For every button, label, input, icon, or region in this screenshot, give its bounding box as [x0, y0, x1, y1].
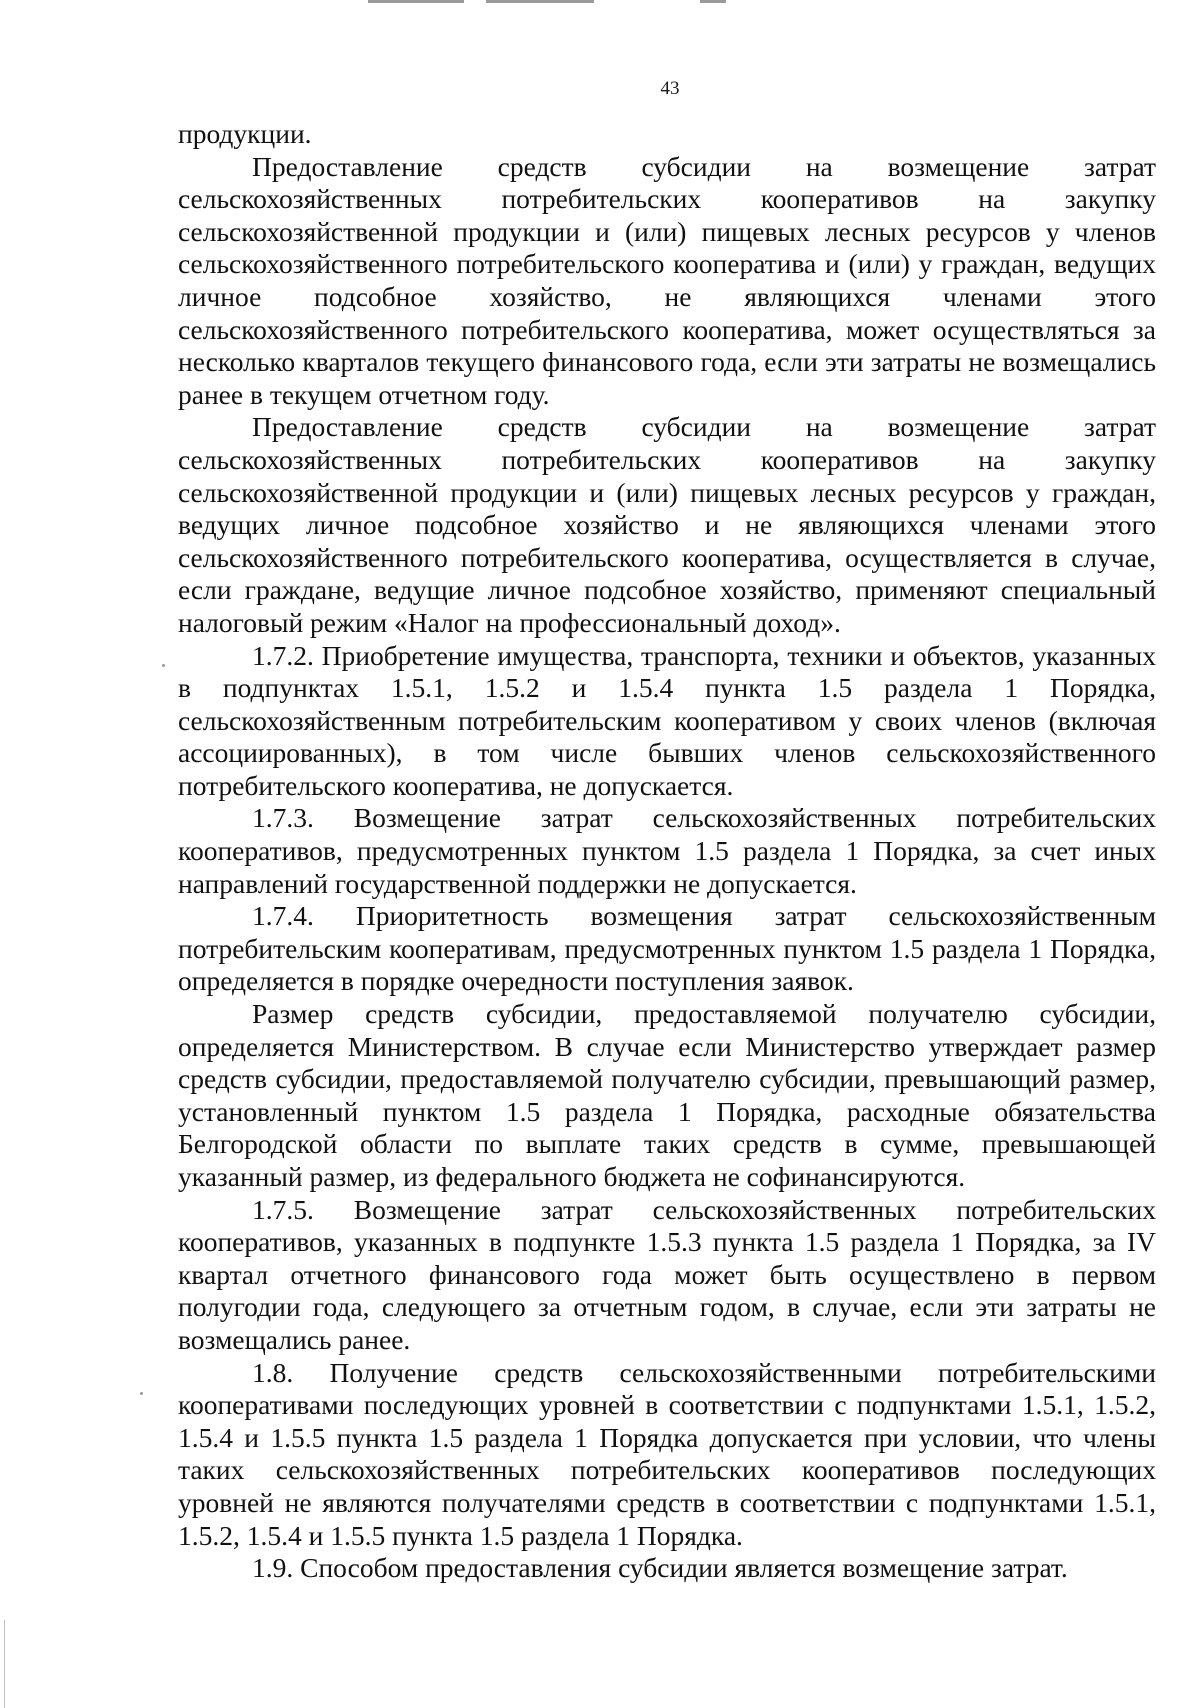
paragraph: Размер средств субсидии, предоставляемой получателю субсидии, определяется Министерством. В случае если Министерство утверждает размер средств субсидии, предоставляемой получателю субсидии, превышающий размер, установленный пунктом 1.5 раздела 1 Порядка, расходные обязательства Белгородской области по выплате таких средств в сумме, превышающей указанный размер, из федерального бюджета не софинансируются. [178, 998, 1156, 1192]
paragraph: 1.9. Способом предоставления субсидии является возмещение затрат. [252, 1552, 1068, 1584]
paragraph: Предоставление средств субсидии на возмещение затрат сельскохозяйственных потребительских кооперативов на закупку сельскохозяйственной продукции и (или) пищевых лесных ресурсов у граждан, ведущих личное подсобное хозяйство и не являющихся членами этого сельскохозяйственного потребительского кооператива, осуществляется в случае, если граждане, ведущие личное подсобное хозяйство, применяют специальный налоговый режим «Налог на профессиональный доход». [178, 411, 1156, 638]
scan-mark [368, 0, 464, 3]
paragraph: продукции. [178, 118, 312, 149]
scan-speck [162, 664, 165, 667]
scan-speck [140, 1392, 143, 1395]
scan-top-marks [0, 0, 1200, 6]
page-number: 43 [660, 78, 680, 99]
paragraph: 1.7.4. Приоритетность возмещения затрат сельскохозяйственным потребительским кооперативам, предусмотренных пунктом 1.5 раздела 1 Порядка, определяется в порядке очередности поступления заявок. [178, 900, 1156, 997]
scan-mark [486, 0, 594, 3]
paragraph: 1.7.3. Возмещение затрат сельскохозяйственных потребительских кооперативов, предусмотренных пунктом 1.5 раздела 1 Порядка, за счет иных направлений государственной поддержки не допускается. [178, 802, 1156, 899]
paragraph: Предоставление средств субсидии на возмещение затрат сельскохозяйственных потребительских кооперативов на закупку сельскохозяйственной продукции и (или) пищевых лесных ресурсов у членов сельскохозяйственного потребительского кооператива и (или) у граждан, ведущих личное подсобное хозяйство, не являющихся членами этого сельскохозяйственного потребительского кооператива, может осуществляться за несколько кварталов текущего финансового года, если эти затраты не возмещались ранее в текущем отчетном году. [178, 150, 1156, 410]
scan-mark [700, 0, 726, 3]
paragraph: 1.7.5. Возмещение затрат сельскохозяйственных потребительских кооперативов, указанных в подпункте 1.5.3 пункта 1.5 раздела 1 Порядка, за IV квартал отчетного финансового года может быть осуществлено в первом полугодии года, следующего за отчетным годом, в случае, если эти затраты не возмещались ранее. [178, 1193, 1156, 1355]
document-body [178, 118, 1156, 1585]
scan-edge [4, 1620, 5, 1708]
paragraph: 1.8. Получение средств сельскохозяйственными потребительскими кооперативами последующих уровней в соответствии с подпунктами 1.5.1, 1.5.2, 1.5.4 и 1.5.5 пункта 1.5 раздела 1 Порядка допускается при условии, что члены таких сельскохозяйственных потребительских кооперативов последующих уровней не являются получателями средств в соответствии с подпунктами 1.5.1, 1.5.2, 1.5.4 и 1.5.5 пункта 1.5 раздела 1 Порядка. [178, 1356, 1156, 1551]
paragraph: 1.7.2. Приобретение имущества, транспорта, техники и объектов, указанных в подпунктах 1.5.1, 1.5.2 и 1.5.4 пункта 1.5 раздела 1 Порядка, сельскохозяйственным потребительским кооперативом у своих членов (включая ассоциированных), в том числе бывших членов сельскохозяйственного потребительского кооператива, не допускается. [178, 639, 1156, 801]
